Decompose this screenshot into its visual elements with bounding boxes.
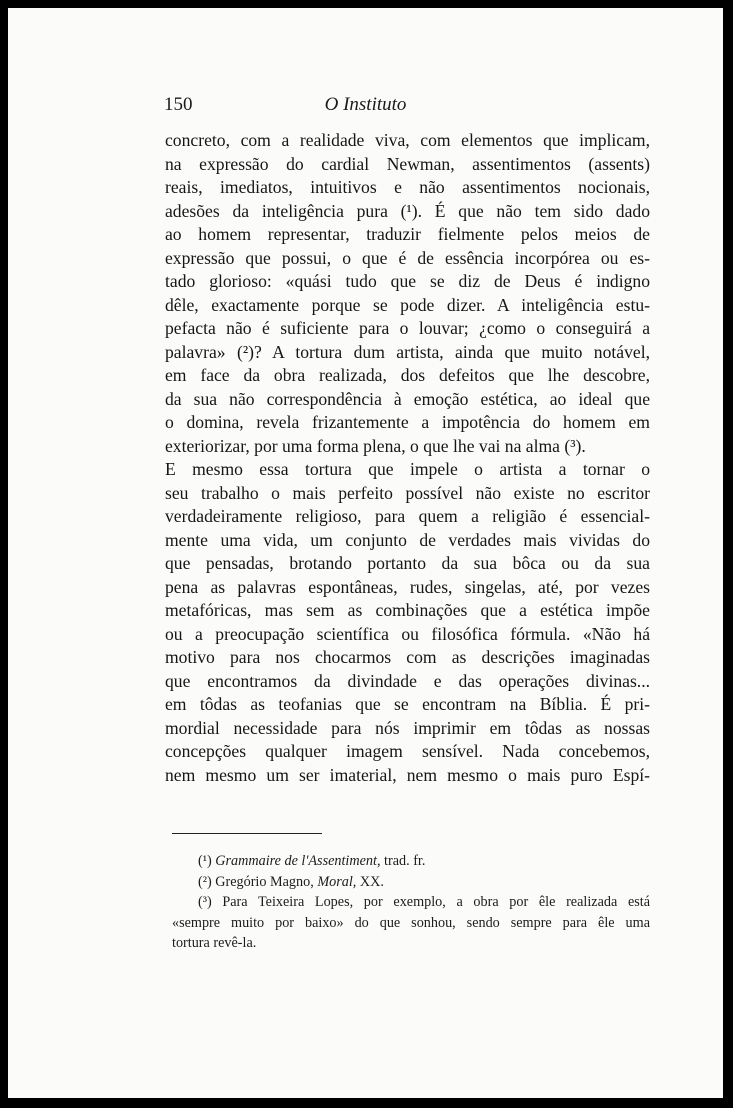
text-line: em face da obra realizada, dos defeitos que lhe descobre, bbox=[165, 365, 650, 385]
footnote-title: Moral, bbox=[317, 873, 357, 890]
footnote-mark: (¹) bbox=[198, 853, 212, 869]
footnote-divider bbox=[172, 833, 322, 834]
text-line: concreto, com a realidade viva, com elementos que implicam, bbox=[165, 130, 650, 150]
text-line: ou a preocupação scientífica ou filosófica fórmula. «Não há bbox=[165, 623, 650, 644]
text-line: reais, imediatos, intuitivos e não assentimentos nocionais, bbox=[165, 177, 650, 197]
footnote-3-line: (³) Para Teixeira Lopes, por exemplo, a obra por êle realizada está bbox=[198, 894, 650, 910]
text-line: que pensadas, brotando portanto da sua bôca ou da sua bbox=[165, 553, 650, 573]
text-line: verdadeiramente religioso, para quem a religião é essencial- bbox=[165, 506, 650, 526]
text-line: o domina, revela frizantemente a impotência do homem em bbox=[165, 412, 650, 432]
text-line: da sua não correspondência à emoção estética, ao ideal que bbox=[165, 388, 650, 409]
text-line: seu trabalho o mais perfeito possível não existe no escritor bbox=[165, 482, 650, 503]
text-line: adesões da inteligência pura (¹). É que não tem sido dado bbox=[165, 200, 650, 221]
text-line: expressão que possui, o que é de essência incorpórea ou es- bbox=[165, 247, 650, 268]
footnote-3-line: tortura revê-la. bbox=[172, 935, 257, 951]
text-line: palavra» (²)? A tortura dum artista, ainda que muito notável, bbox=[165, 341, 650, 362]
text-line: pena as palavras espontâneas, rudes, singelas, até, por vezes bbox=[165, 576, 650, 597]
text-line: mordial necessidade para nós imprimir em tôdas as nossas bbox=[165, 717, 650, 738]
text-line: que encontramos da divindade e das operações divinas... bbox=[165, 670, 650, 691]
text-line: tado glorioso: «quási tudo que se diz de Deus é indigno bbox=[165, 271, 650, 291]
text-line: pefacta não é suficiente para o louvar; ¿como o conseguirá a bbox=[165, 318, 650, 338]
page-header bbox=[8, 94, 723, 120]
footnote-text: trad. fr. bbox=[380, 853, 426, 869]
footnotes bbox=[172, 851, 650, 954]
footnote-text: XX. bbox=[356, 873, 384, 890]
text-line: concepções qualquer imagem sensível. Nada concebemos, bbox=[165, 741, 650, 761]
text-line: nem mesmo um ser imaterial, nem mesmo o mais puro Espí- bbox=[165, 764, 650, 785]
footnote-2 bbox=[172, 872, 650, 893]
footnote-title: Grammaire de l'Assentiment, bbox=[215, 853, 381, 869]
text-line: motivo para nos chocarmos com as descrições imaginadas bbox=[165, 647, 650, 667]
text-line: dêle, exactamente porque se pode dizer. A inteligência estu- bbox=[165, 294, 650, 315]
footnote-3-line: «sempre muito por baixo» do que sonhou, sendo sempre para êle uma bbox=[172, 914, 650, 931]
text-line: exteriorizar, por uma forma plena, o que lhe vai na alma (³). bbox=[165, 435, 586, 456]
running-title: O Instituto bbox=[324, 94, 407, 115]
text-line: metafóricas, mas sem as combinações que a estética impõe bbox=[165, 600, 650, 620]
text-line: mente uma vida, um conjunto de verdades mais vividas do bbox=[165, 529, 650, 550]
text-line: ao homem representar, traduzir fielmente pelos meios de bbox=[165, 224, 650, 244]
text-line: na expressão do cardial Newman, assentimentos (assents) bbox=[165, 153, 650, 174]
page-number: 150 bbox=[164, 94, 193, 115]
text-line: E mesmo essa tortura que impele o artista a tornar o bbox=[165, 459, 650, 479]
body-text bbox=[165, 129, 650, 787]
text-line: em tôdas as teofanias que se encontram na Bíblia. É pri- bbox=[165, 694, 650, 714]
footnote-mark: (²) bbox=[198, 873, 212, 890]
footnote-text: Gregório Magno, bbox=[215, 873, 318, 890]
page-sheet bbox=[8, 8, 723, 1098]
footnote-1 bbox=[172, 851, 650, 872]
